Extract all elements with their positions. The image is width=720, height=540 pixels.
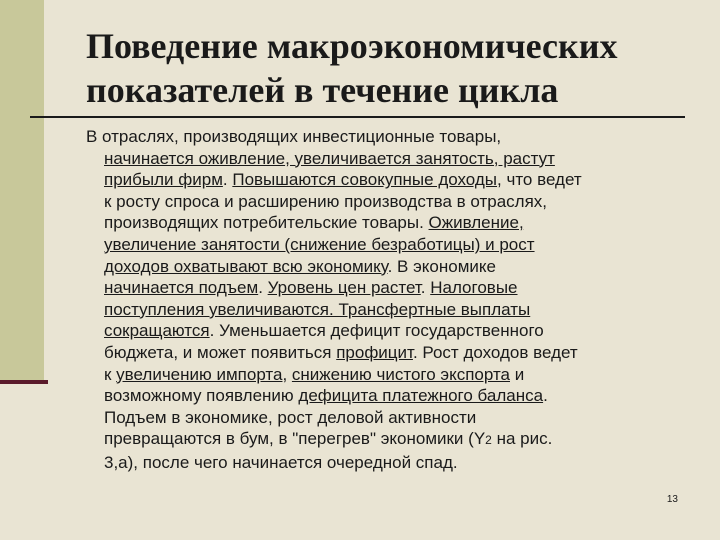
page-number: 13 xyxy=(666,494,678,505)
title-divider xyxy=(30,116,685,118)
text-run: Подъем в экономике, рост деловой активности xyxy=(104,407,477,427)
underlined-term: поступления увеличиваются. Трансфертные выплаты xyxy=(104,299,531,319)
body-line xyxy=(86,385,706,407)
side-accent-rule xyxy=(0,380,48,384)
slide-body xyxy=(86,126,706,474)
text-run: . Рост доходов ведет xyxy=(412,342,578,362)
text-run: возможному появлению xyxy=(104,386,299,406)
body-line xyxy=(86,428,706,452)
underlined-term: доходов охватывают всю экономику xyxy=(104,256,388,276)
title-line: показателей в течение цикла xyxy=(86,70,559,110)
slide-title xyxy=(86,24,686,112)
text-run: к росту спроса и расширению производства в отраслях, xyxy=(104,191,548,211)
text-run: 3,а), после чего начинается очередной спад. xyxy=(104,452,458,472)
underlined-term: профицит xyxy=(336,342,413,362)
side-accent-bar xyxy=(0,0,44,380)
text-run: , xyxy=(282,364,292,384)
body-line xyxy=(86,452,706,474)
body-line xyxy=(86,212,706,234)
underlined-term: дефицита платежного баланса xyxy=(298,386,544,406)
underlined-term: , увеличивается занятость, растут xyxy=(285,148,555,168)
text-run: превращаются в бум, в "перегрев" экономики (Y xyxy=(104,429,486,449)
title-line: Поведение макроэкономических xyxy=(86,26,618,66)
body-line xyxy=(86,364,706,386)
underlined-term: увеличение занятости (снижение безработицы) и рост xyxy=(104,234,535,254)
text-run: . xyxy=(258,278,268,298)
underlined-term: сокращаются xyxy=(104,321,210,341)
text-run: на рис. xyxy=(491,429,553,449)
underlined-term: Повышаются совокупные доходы xyxy=(232,170,498,190)
underlined-term: начинается оживление xyxy=(104,148,286,168)
text-run: . В экономике xyxy=(387,256,496,276)
text-run: . xyxy=(543,386,548,406)
subscript: 2 xyxy=(485,433,492,448)
text-run: и xyxy=(510,364,525,384)
underlined-term: начинается подъем xyxy=(104,278,259,298)
text-run: . xyxy=(420,278,431,298)
body-line xyxy=(86,126,706,148)
underlined-term: Оживление, xyxy=(428,213,524,233)
body-line xyxy=(86,407,706,429)
text-run: . Уменьшается дефицит государственного xyxy=(209,321,544,341)
body-line xyxy=(86,256,706,278)
text-run: к xyxy=(104,364,117,384)
underlined-term: прибыли фирм xyxy=(104,170,223,190)
underlined-term: Налоговые xyxy=(430,278,518,298)
text-run: производящих потребительские товары. xyxy=(104,213,429,233)
underlined-term: Уровень цен растет xyxy=(267,278,421,298)
body-line xyxy=(86,148,706,170)
body-line xyxy=(86,277,706,299)
body-line xyxy=(86,320,706,342)
body-line xyxy=(86,191,706,213)
underlined-term: снижению чистого экспорта xyxy=(291,364,510,384)
text-run: В отраслях, производящих инвестиционные товары, xyxy=(86,127,502,146)
body-line xyxy=(86,169,706,191)
text-run: . xyxy=(222,170,233,190)
text-run: бюджета, и может появиться xyxy=(104,342,337,362)
body-line xyxy=(86,342,706,364)
text-run: , что ведет xyxy=(497,170,582,190)
body-line xyxy=(86,299,706,321)
underlined-term: увеличению импорта xyxy=(116,364,283,384)
body-line xyxy=(86,234,706,256)
